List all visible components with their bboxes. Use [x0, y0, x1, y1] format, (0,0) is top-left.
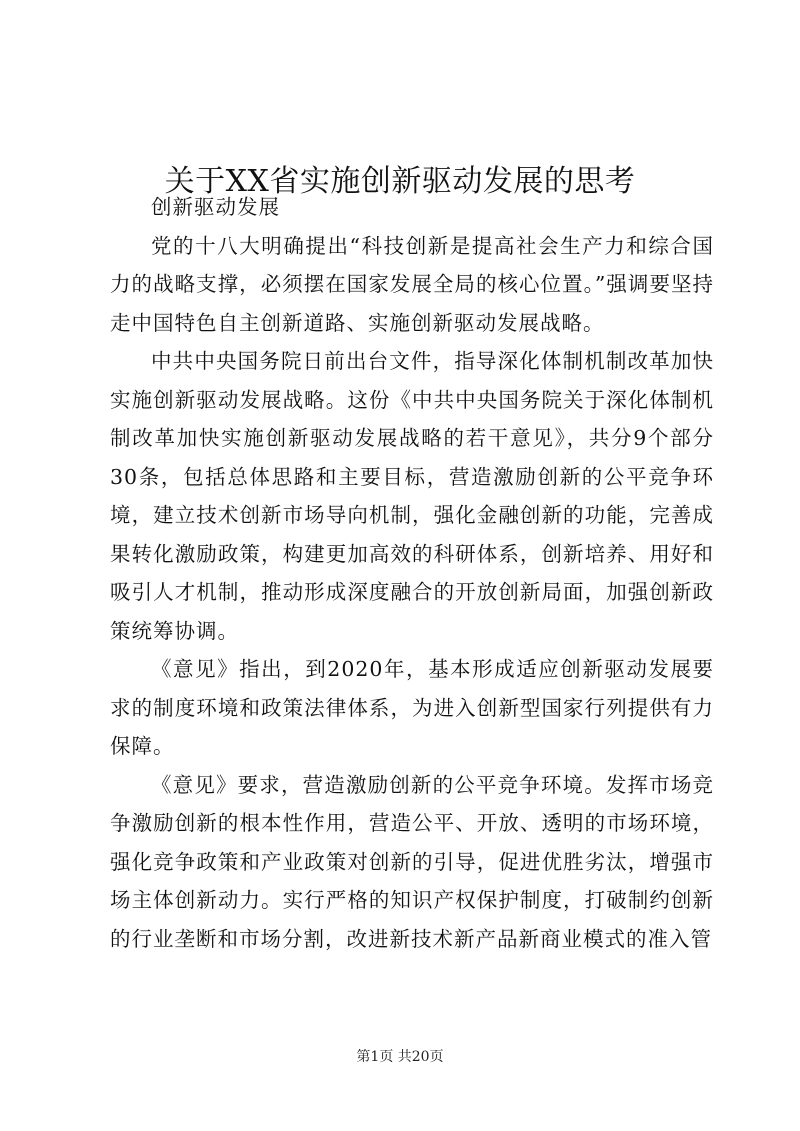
paragraph-subtitle: 创新驱动发展	[151, 195, 280, 219]
paragraph-2: 中共中央国务院日前出台文件，指导深化体制机制改革加快实施创新驱动发展战略。这份《中共中央国务院关于深化体制机制改革加快实施创新驱动发展战略的若干意见》，共分9个部分30条，包括总体思路和主要目标，营造激励创新的公平竞争环境，建立技术创新市场导向机制，强化金融创新的功能，完善成果转化激励政策，构建更加高效的科研体系，创新培养、用好和吸引人才机制，推动形成深度融合的开放创新局面，加强创新政策统筹协调。	[110, 349, 714, 643]
page-title: 关于XX省实施创新驱动发展的思考	[164, 164, 636, 200]
page-number-footer: 第1页 共20页	[356, 1049, 444, 1065]
document-body	[110, 188, 714, 958]
paragraph-1: 党的十八大明确提出“科技创新是提高社会生产力和综合国力的战略支撑，必须摆在国家发展全局的核心位置。”强调要坚持走中国特色自主创新道路、实施创新驱动发展战略。	[110, 233, 714, 335]
paragraph-3: 《意见》指出，到2020年，基本形成适应创新驱动发展要求的制度环境和政策法律体系，为进入创新型国家行列提供有力保障。	[110, 657, 714, 758]
paragraph-4: 《意见》要求，营造激励创新的公平竞争环境。发挥市场竞争激励创新的根本性作用，营造公平、开放、透明的市场环境，强化竞争政策和产业政策对创新的引导，促进优胜劣汰，增强市场主体创新动力。实行严格的知识产权保护制度，打破制约创新的行业垄断和市场分割，改进新技术新产品新商业模式的准入管	[110, 772, 714, 951]
